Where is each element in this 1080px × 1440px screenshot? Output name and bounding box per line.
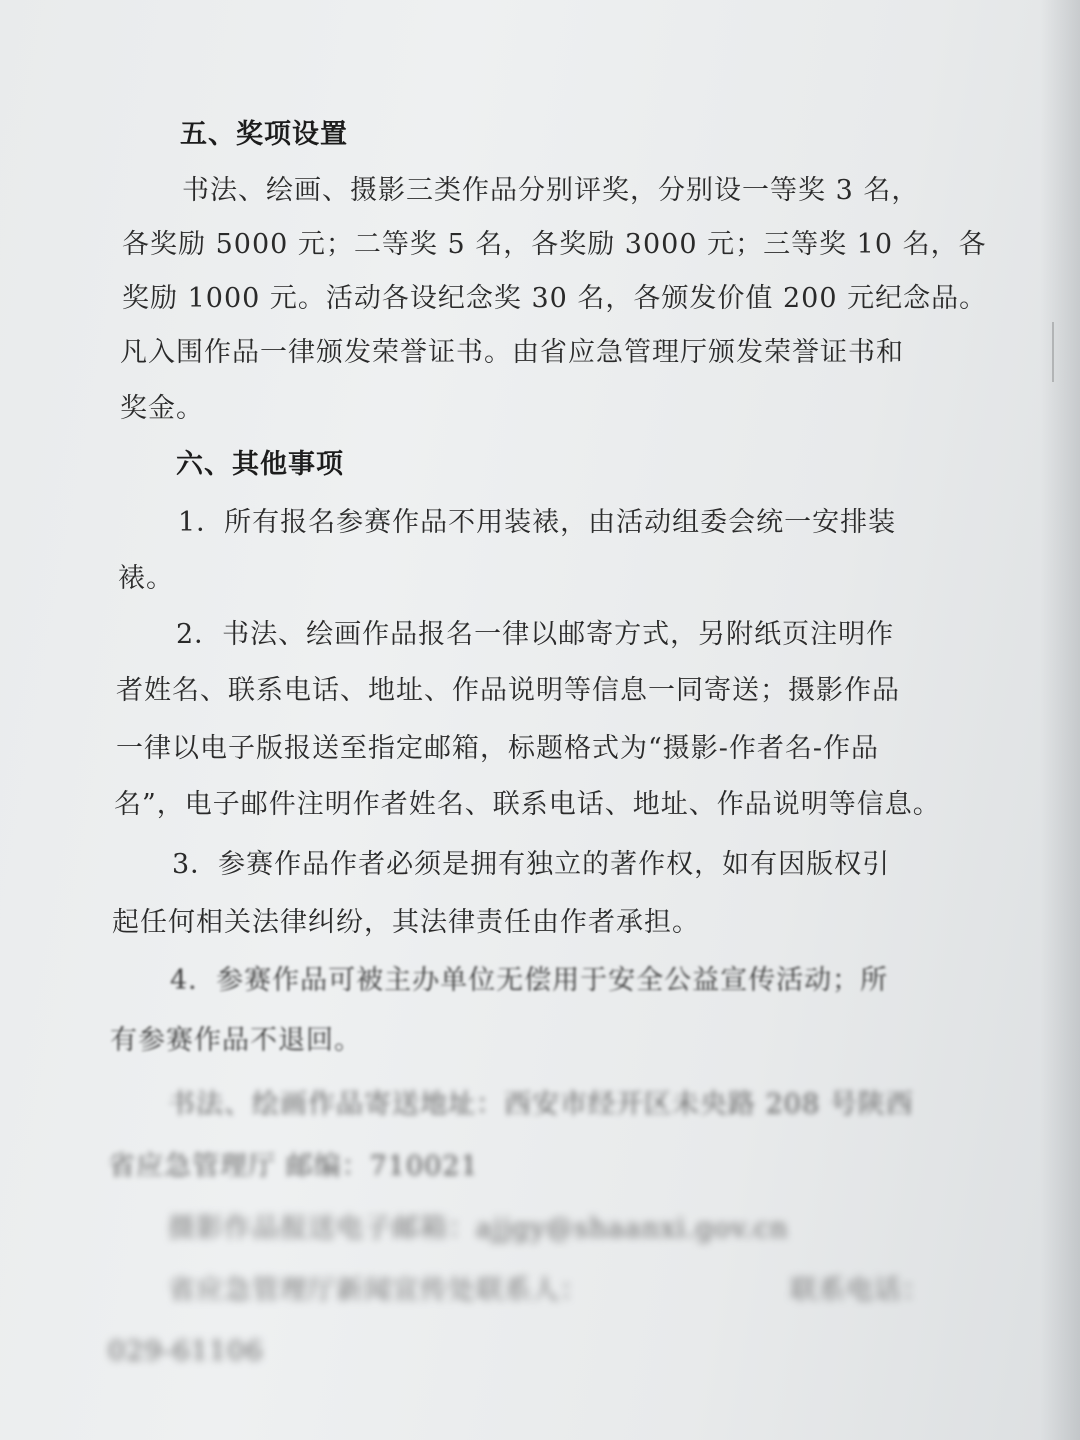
item1-line-2: 裱。 (118, 563, 174, 594)
section6-heading: 六、其他事项 (176, 449, 344, 480)
item3-line-2: 起任何相关法律纠纷，其法律责任由作者承担。 (112, 907, 700, 938)
item4-line-2: 有参赛作品不退回。 (110, 1025, 362, 1056)
page-edge-shadow (1040, 0, 1080, 1440)
section5-line-5: 奖金。 (120, 393, 204, 424)
section5-line-2: 各奖励 5000 元；二等奖 5 名，各奖励 3000 元；三等奖 10 名，各 (122, 229, 987, 260)
section5-heading: 五、奖项设置 (180, 119, 348, 150)
item3-line-1: 3．参赛作品作者必须是拥有独立的著作权，如有因版权引 (172, 849, 891, 880)
section5-line-3: 奖励 1000 元。活动各设纪念奖 30 名，各颁发价值 200 元纪念品。 (122, 283, 988, 314)
contact-phone-label: 联系电话： (790, 1275, 930, 1306)
item1-line-1: 1．所有报名参赛作品不用装裱，由活动组委会统一安排装 (178, 507, 897, 538)
address-line-2: 省应急管理厅 邮编：710021 (108, 1151, 479, 1182)
item2-line-4: 名”，电子邮件注明作者姓名、联系电话、地址、作品说明等信息。 (114, 789, 941, 820)
item4-line-1: 4．参赛作品可被主办单位无偿用于安全公益宣传活动；所 (170, 965, 889, 996)
email-line: 摄影作品报送电子邮箱：ajjgy@shaanxi.gov.cn (168, 1213, 789, 1244)
item2-line-2: 者姓名、联系电话、地址、作品说明等信息一同寄送；摄影作品 (116, 675, 900, 706)
item2-line-1: 2．书法、绘画作品报名一律以邮寄方式，另附纸页注明作 (176, 619, 895, 650)
address-line-1: 书法、绘画作品寄送地址：西安市经开区未央路 208 号陕西 (168, 1089, 914, 1120)
page-edge-mark (1052, 322, 1062, 382)
item2-line-3: 一律以电子版报送至指定邮箱，标题格式为“摄影-作者名-作品 (116, 733, 880, 764)
phone-line: 029-61106 (108, 1336, 264, 1367)
section5-line-1: 书法、绘画、摄影三类作品分别评奖，分别设一等奖 3 名， (182, 175, 920, 206)
section5-line-4: 凡入围作品一律颁发荣誉证书。由省应急管理厅颁发荣誉证书和 (120, 337, 904, 368)
contact-line: 省应急管理厅新闻宣传处联系人： (168, 1275, 588, 1306)
